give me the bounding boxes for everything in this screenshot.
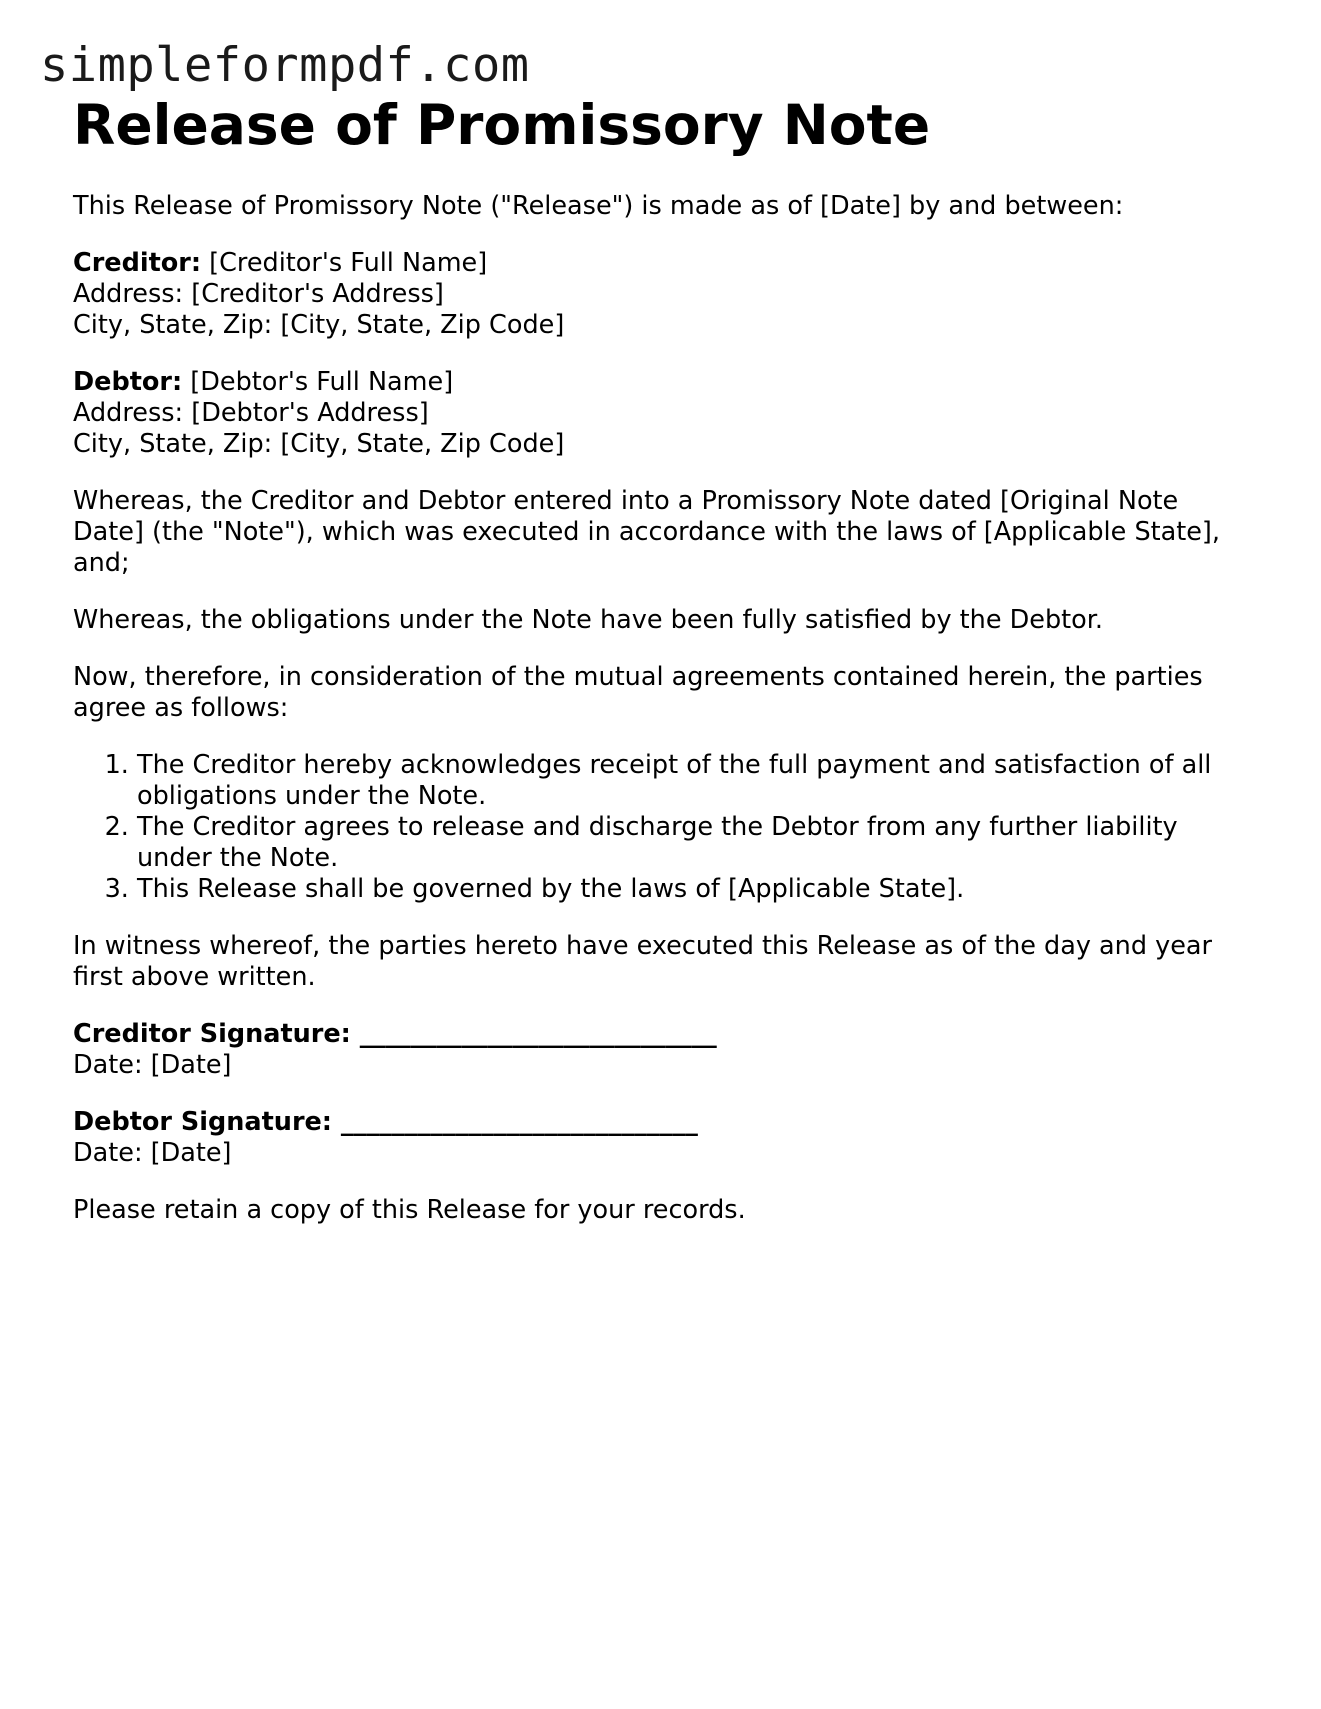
list-item: 2. The Creditor agrees to release and discharge the Debtor from any further liability under the Note. <box>137 812 1253 874</box>
document-page <box>73 92 1253 1226</box>
site-watermark: simpleformpdf.com <box>40 38 530 93</box>
witness-paragraph: In witness whereof, the parties hereto have executed this Release as of the day and year first above written. <box>73 931 1213 992</box>
debtor-city-state-zip: City, State, Zip: [City, State, Zip Code] <box>73 429 565 459</box>
debtor-name-line <box>73 367 1253 398</box>
creditor-name: [Creditor's Full Name] <box>201 248 488 278</box>
creditor-block <box>73 248 1253 341</box>
creditor-address: Address: [Creditor's Address] <box>73 279 444 309</box>
list-item: 3. This Release shall be governed by the laws of [Applicable State]. <box>137 874 1253 905</box>
closing-note: Please retain a copy of this Release for your records. <box>73 1195 746 1225</box>
creditor-name-line <box>73 248 1253 279</box>
debtor-name: [Debtor's Full Name] <box>182 367 454 397</box>
creditor-signature-date: Date: [Date] <box>73 1050 232 1080</box>
creditor-city-state-zip: City, State, Zip: [City, State, Zip Code] <box>73 310 565 340</box>
creditor-signature-line: Creditor Signature: ____________________________ <box>73 1019 717 1049</box>
debtor-block <box>73 367 1253 460</box>
intro-paragraph: This Release of Promissory Note ("Release") is made as of [Date] by and between: <box>73 191 1124 221</box>
document-body <box>73 191 1253 1226</box>
debtor-address: Address: [Debtor's Address] <box>73 398 429 428</box>
document-title: Release of Promissory Note <box>73 93 931 157</box>
debtor-signature-line: Debtor Signature: ____________________________ <box>73 1107 698 1137</box>
creditor-label: Creditor: <box>73 248 202 278</box>
debtor-signature-date: Date: [Date] <box>73 1138 232 1168</box>
terms-list <box>73 750 1253 905</box>
debtor-label: Debtor: <box>73 367 183 397</box>
whereas-paragraph-2: Whereas, the obligations under the Note have been fully satisfied by the Debtor. <box>73 605 1103 635</box>
creditor-signature-block <box>73 1019 1253 1081</box>
whereas-paragraph-1: Whereas, the Creditor and Debtor entered into a Promissory Note dated [Original Note Date] (the "Note"), which was executed in accordance with the laws of [Applicable State], and; <box>73 486 1220 578</box>
now-therefore-paragraph: Now, therefore, in consideration of the mutual agreements contained herein, the parties agree as follows: <box>73 662 1203 723</box>
debtor-signature-block <box>73 1107 1253 1169</box>
list-item: 1. The Creditor hereby acknowledges receipt of the full payment and satisfaction of all obligations under the Note. <box>137 750 1253 812</box>
